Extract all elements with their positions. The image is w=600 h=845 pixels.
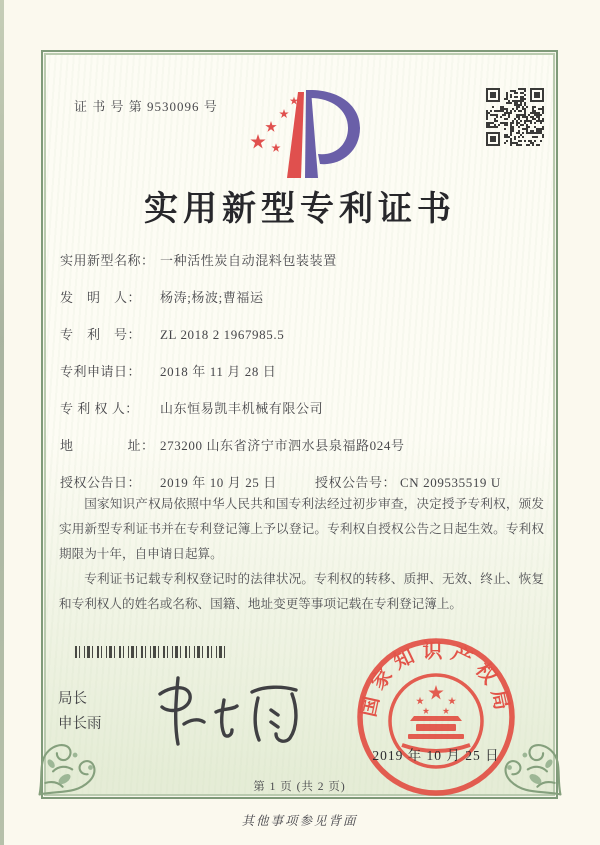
- field-value: CN 209535519 U: [400, 475, 501, 490]
- seal-arc-text: 国家知识产权局: [357, 640, 515, 719]
- field-row-inventors: [60, 288, 544, 325]
- field-value: 山东恒易凯丰机械有限公司: [160, 401, 324, 416]
- page-number: 第 1 页 (共 2 页): [253, 781, 346, 793]
- signer-name: 申长雨: [58, 716, 102, 732]
- legal-paragraph-2: 专利证书记载专利权登记时的法律状况。专利权的转移、质押、无效、终止、恢复和专利权人的姓名或名称、国籍、地址变更等事项记载在专利登记簿上。: [59, 572, 544, 611]
- field-value: 2019 年 10 月 25 日: [160, 475, 277, 490]
- field-row-address: [60, 436, 544, 473]
- barcode: [75, 646, 227, 658]
- field-label: 专 利 号：: [60, 327, 142, 342]
- svg-text:国家知识产权局: [357, 639, 515, 718]
- certificate-number: 证 书 号 第 9530096 号: [74, 99, 218, 114]
- grant-number: [315, 473, 501, 493]
- handwritten-signature-icon: [140, 666, 325, 756]
- field-row-filing-date: [60, 362, 544, 399]
- field-label: 地 址：: [60, 438, 155, 453]
- field-row-name: [60, 251, 544, 288]
- qr-code: [486, 88, 544, 146]
- field-value: ZL 2018 2 1967985.5: [160, 327, 285, 342]
- back-side-note: 其他事项参见背面: [241, 814, 358, 828]
- field-value: 一种活性炭自动混料包装装置: [160, 253, 337, 268]
- field-label: 授权公告号：: [315, 475, 397, 490]
- field-label: 实用新型名称：: [60, 253, 155, 268]
- field-label: 专利申请日：: [60, 364, 142, 379]
- field-value: 2018 年 11 月 28 日: [160, 364, 277, 379]
- legal-text: [59, 492, 544, 617]
- signer-title: 局长: [58, 691, 87, 707]
- scan-edge-artifact: [0, 0, 4, 845]
- floral-corner-ornament-icon: [30, 708, 126, 804]
- legal-paragraph-1: 国家知识产权局依照中华人民共和国专利法经过初步审查，决定授予专利权，颁发实用新型专利证书并在专利登记簿上予以登记。专利权自授权公告之日起生效。专利权期限为十年，自申请日起算。: [59, 497, 544, 561]
- field-label: 发 明 人：: [60, 290, 142, 305]
- field-value: 273200 山东省济宁市泗水县泉福路024号: [160, 438, 405, 453]
- certificate-fields: [60, 251, 544, 499]
- field-label: 授权公告日：: [60, 475, 142, 490]
- grant-date: [60, 475, 277, 490]
- field-label: 专 利 权 人：: [60, 401, 139, 416]
- seal-date: 2019 年 10 月 25 日: [372, 748, 500, 763]
- cnipa-patent-logo-icon: [238, 80, 372, 190]
- field-row-patentee: [60, 399, 544, 436]
- field-row-patent-number: [60, 325, 544, 362]
- field-value: 杨涛;杨波;曹福运: [160, 290, 264, 305]
- certificate-title: 实用新型专利证书: [144, 191, 456, 228]
